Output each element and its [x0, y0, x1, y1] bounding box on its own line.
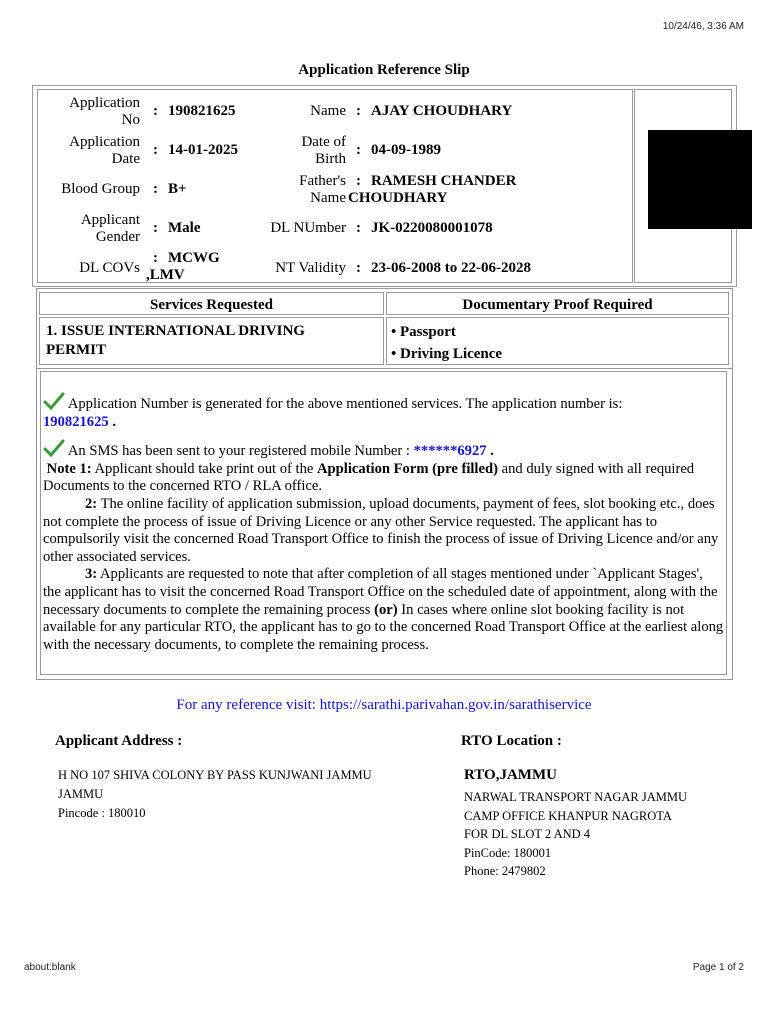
nt-validity-value: 23-06-2008 to 22-06-2028	[371, 260, 531, 276]
service-requested: 1. ISSUE INTERNATIONAL DRIVING PERMIT	[39, 317, 384, 365]
services-table	[36, 288, 733, 369]
app-date-value: 14-01-2025	[168, 142, 238, 158]
checkmark-icon	[43, 392, 65, 410]
proof-item: • Driving Licence	[391, 346, 503, 362]
note-1: Applicant should take print out of the	[94, 460, 314, 477]
applicant-info-table	[32, 85, 737, 287]
address-heading: Applicant Address :	[55, 733, 183, 749]
applicant-details: Application No : 190821625 Application Date : 14-01-2025 Blood Group : B+ Applicant Gender : Male DL COVs : MCWG ,LMV Name : AJAY CHOUDHARY Date of Birth : 04-09-1989 Father's Name : RAMESH CHANDER CHOUDHARY DL NUmber : JK-0220080001078 NT Validity : 23-06-2008 to 22-06-2028	[37, 89, 633, 283]
rto-address: NARWAL TRANSPORT NAGAR JAMMU CAMP OFFICE KHANPUR NAGROTA FOR DL SLOT 2 AND 4 PinCode: 180001 Phone: 2479802	[464, 790, 688, 878]
father-name-value-1: RAMESH CHANDER	[371, 173, 517, 189]
notes-content: Application Number is generated for the above mentioned services. The application number is: 190821625 . An SMS has been sent to your registered mobile Number : ******6927 . Note 1: Applicant should take print out of the Application Form (pre filled) and duly signed with all required Documents to the concerned RTO / RLA office. 2: The online facility of application submission, upload documents, payment of fees, slot booking etc., does not complete the process of issue of Driving Licence or any other Service requested. The applicant has to compulsorily visit the concerned Road Transport Office to finish the process of issue of Driving Licence and/or any other associated services. 3: Applicants are requested to note that after completion of all stages mentioned under `Applicant Stages', the applicant has to visit the concerned Road Transport Office on the scheduled date of appointment, along with the necessary documents to complete the remaining process (or) In cases where online slot booking facility is not available for any particular RTO, the applicant has to go to the concerned Road Transport Office at the earliest along with the necessary documents, to complete the remaining process.	[40, 371, 727, 675]
gender-value: Male	[168, 220, 201, 236]
checkmark-icon	[43, 439, 65, 457]
note-2: The online facility of application submission, upload documents, payment of fees, slot booking etc., does not complete the process of issue of Driving Licence or any other Service requested. The applicant has to compulsorily visit the concerned Road Transport Office to finish the process of issue of Driving Licence and/or any other associated services.	[43, 495, 719, 565]
dl-covs-label: DL COVs	[79, 260, 140, 276]
rto-heading: RTO Location :	[461, 733, 562, 749]
name-value: AJAY CHOUDHARY	[371, 103, 513, 119]
print-footer-url: about:blank	[24, 962, 76, 973]
app-no-value: 190821625	[168, 103, 236, 119]
proof-list	[386, 317, 729, 365]
dob-value: 04-09-1989	[371, 142, 441, 158]
blood-group-label: Blood Group	[61, 181, 140, 197]
dl-covs-value-2: ,LMV	[146, 267, 185, 283]
sms-message: An SMS has been sent to your registered mobile Number :	[67, 443, 410, 460]
services-header: Services Requested	[39, 292, 384, 315]
proof-item: • Passport	[391, 324, 456, 340]
father-name-value-2: CHOUDHARY	[348, 190, 448, 206]
page-number: Page 1 of 2	[692, 962, 744, 973]
dob-label: Date of Birth	[301, 134, 346, 167]
dl-number-value: JK-0220080001078	[371, 220, 493, 236]
proof-header: Documentary Proof Required	[386, 292, 729, 315]
notes-app-number: 190821625	[43, 413, 109, 430]
nt-validity-label: NT Validity	[275, 260, 346, 276]
name-label: Name	[310, 103, 346, 119]
blood-group-value: B+	[168, 181, 187, 197]
rto-name: RTO,JAMMU	[464, 767, 557, 783]
reference-link[interactable]: For any reference visit: https://sarathi.parivahan.gov.in/sarathiservice	[176, 697, 592, 713]
dl-number-label: DL NUmber	[270, 220, 346, 236]
print-datetime: 10/24/46, 3:36 AM	[662, 21, 744, 32]
gender-label: Applicant Gender	[80, 212, 140, 245]
notes-section	[36, 368, 733, 680]
applicant-photo	[648, 130, 752, 229]
page-title: Application Reference Slip	[298, 62, 470, 78]
photo-cell	[634, 89, 732, 283]
father-name-label: Father's Name	[299, 173, 346, 206]
note-3: Applicants are requested to note that after completion of all stages mentioned under `Applicant Stages', the applicant has to visit the concerned Road Transport Office on the scheduled date of appointment, along with the necessary documents to complete the remaining process	[43, 566, 718, 618]
dl-covs-value-1: MCWG	[168, 250, 220, 266]
app-number-message: Application Number is generated for the above mentioned services. The application number is:	[67, 396, 623, 412]
app-date-label: Application Date	[69, 134, 140, 167]
masked-mobile: ******6927	[413, 443, 487, 460]
app-no-label: Application No	[69, 95, 140, 128]
address-block: H NO 107 SHIVA COLONY BY PASS KUNJWANI JAMMU JAMMU Pincode : 180010	[58, 768, 372, 820]
